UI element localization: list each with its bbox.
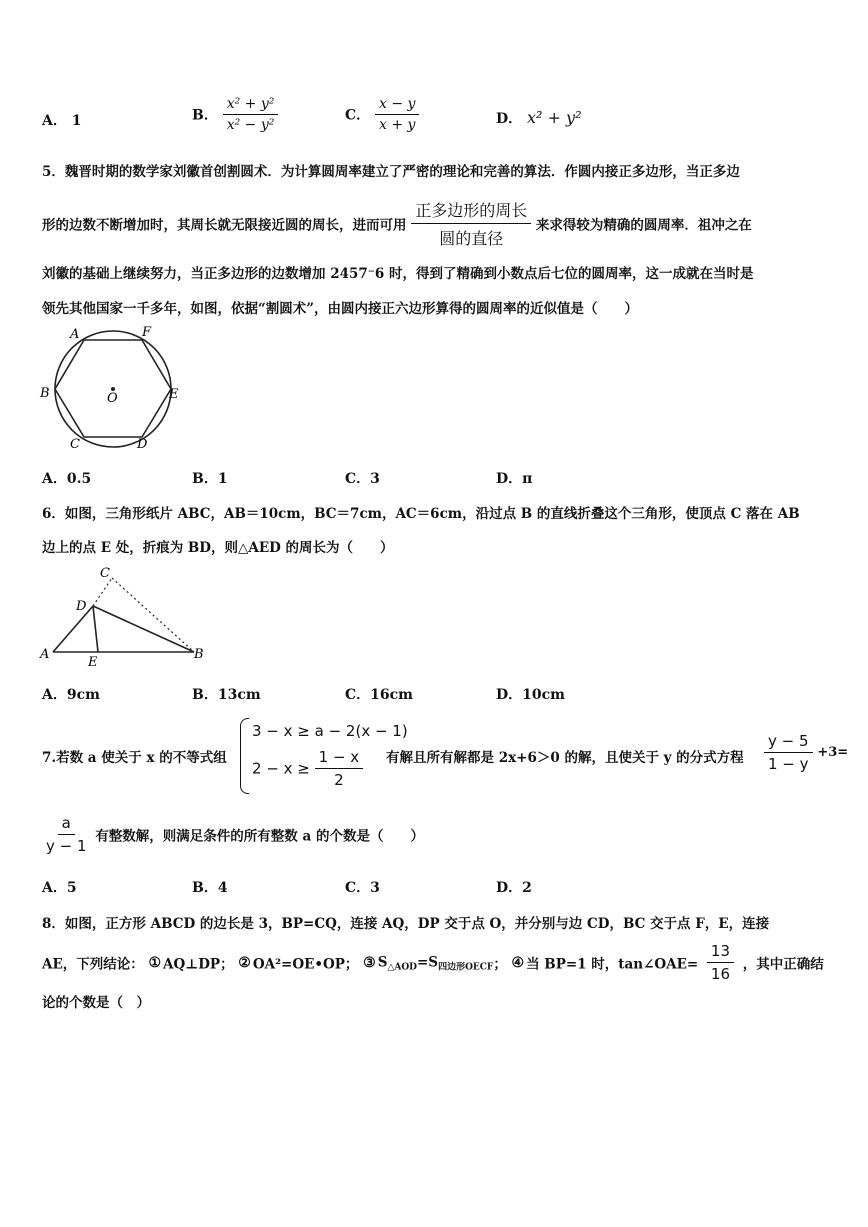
q8-line-2: AE，下列结论： ① AQ⊥DP； ② OA²=OE•OP； ③ $S_{\triangle AOD}=S_{四边形OECF}$； ④ 当 BP=1 时，tan∠OAE= $\frac{13}{16}$ ，其中正确结	[42, 942, 824, 983]
point-label-e: E	[88, 655, 98, 670]
q6-option-c: C．16cm	[345, 687, 413, 703]
q5-option-d: D．π	[496, 471, 533, 487]
q5-line-2: 形的边数不断增加时，其周长就无限接近圆的周长，进而可用 $\frac{\text{正多边形的周长}}{\text{圆的直径}}$ 来求得较为精确的圆周率．祖冲之在	[42, 198, 752, 249]
q5-ratio-fraction: $\frac{\text{正多边形的周长}}{\text{圆的直径}}$	[411, 198, 531, 249]
q4-option-b: B． $\frac{\text{x² + y²}}{\text{x² − y²}}$	[192, 96, 278, 133]
q6-option-d: D．10cm	[496, 687, 565, 703]
q7-option-d: D．2	[496, 880, 532, 896]
q4-option-d: D． x² + y²	[496, 108, 582, 127]
point-label-c: C	[100, 566, 110, 581]
folded-triangle-figure	[36, 562, 216, 672]
point-label-a: A	[40, 647, 50, 662]
point-label-e: E	[169, 387, 179, 402]
inequality-1: 3 − x ≥ a − 2(x − 1)	[252, 722, 408, 740]
inequality-brace	[240, 718, 249, 794]
q8-line-3: 论的个数是（ ）	[42, 995, 150, 1011]
point-label-a: A	[70, 327, 80, 342]
q4-option-c: C． $\frac{x - y}{x + y}$	[345, 96, 419, 133]
q7-fraction-equation: $\frac{y - 5}{1 - y}$ +3=	[764, 732, 848, 773]
point-label-b: B	[194, 647, 204, 662]
point-label-f: F	[142, 325, 152, 340]
q7-option-b: B．4	[192, 880, 228, 896]
point-label-d: D	[76, 599, 87, 614]
q5-option-c: C．3	[345, 471, 380, 487]
hexagon-in-circle-figure	[36, 322, 196, 454]
point-label-o: O	[107, 391, 118, 406]
q6-line-2: 边上的点 E 处，折痕为 BD，则△AED 的周长为（ ）	[42, 540, 394, 556]
q5-option-a: A．0.5	[42, 471, 92, 487]
q7-option-a: A．5	[42, 880, 77, 896]
q6-line-1: 6．如图，三角形纸片 ABC，AB＝10cm，BC＝7cm，AC＝6cm，沿过点 B 的直线折叠这个三角形，使顶点 C 落在 AB	[42, 506, 800, 522]
q7-line-2: $\frac{a}{y - 1}$ 有整数解，则满足条件的所有整数 a 的个数是（ ）	[46, 814, 424, 855]
q5-line-1: 5．魏晋时期的数学家刘徽首创割圆术．为计算圆周率建立了严密的理论和完善的算法．作圆内接正多边形，当正多边	[42, 164, 740, 180]
q8-line-1: 8．如图，正方形 ABCD 的边长是 3，BP=CQ，连接 AQ，DP 交于点 O，并分别与边 CD，BC 交于点 F，E，连接	[42, 916, 770, 932]
q5-option-b: B．1	[192, 471, 228, 487]
inequality-2: 2 − x ≥ $\frac{1 - x}{2}$	[252, 748, 363, 789]
q7-condition: 有解且所有解都是 2x+6＞0 的解，且使关于 y 的分式方程	[386, 750, 744, 766]
q6-option-b: B．13cm	[192, 687, 261, 703]
point-label-d: D	[137, 437, 148, 452]
point-label-c: C	[70, 437, 80, 452]
q5-line-4: 领先其他国家一千多年，如图，依据“割圆术”，由圆内接正六边形算得的圆周率的近似值是（ ）	[42, 301, 639, 317]
q7-option-c: C．3	[345, 880, 380, 896]
q6-option-a: A．9cm	[42, 687, 100, 703]
q4-option-a: A． 1	[42, 113, 82, 129]
point-label-b: B	[40, 386, 50, 401]
q7-intro: 7.若数 a 使关于 x 的不等式组	[42, 750, 227, 766]
q5-line-3: 刘徽的基础上继续努力，当正多边形的边数增加 2457⁻6 时，得到了精确到小数点后七位的圆周率，这一成就在当时是	[42, 266, 754, 282]
